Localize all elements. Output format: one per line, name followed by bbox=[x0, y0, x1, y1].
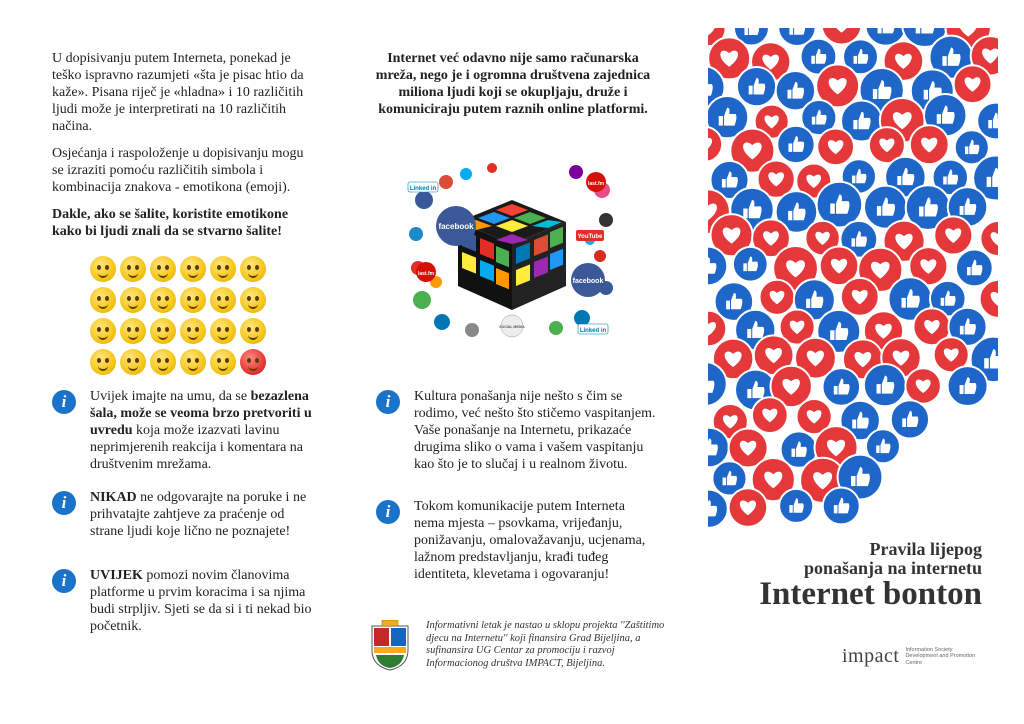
joke-advice-paragraph: Dakle, ako se šalite, koristite emotikone kako bi ljudi znali da se stvarno šalite! bbox=[52, 207, 289, 239]
tip-text: Kultura ponašanja nije nešto s čim se rodimo, već nešto što stičemo vaspitanjem. Vaše ponašanje na Internetu, prikazaće drugima sliko o vama i vašem vaspitanju kao što je to slučaj i u realnom životu. bbox=[414, 389, 656, 472]
emoji-icon bbox=[180, 349, 206, 375]
heart-bubble-icon bbox=[910, 125, 949, 164]
heart-bubble-icon bbox=[817, 128, 854, 165]
internet-community-heading: Internet već odavno nije samo računarska mreža, nego je i ogromna društvena zajednica miliona ljudi koji se okupljaju, druže i komuniciraju putem raznih online platformi. bbox=[375, 51, 651, 117]
impact-logo bbox=[842, 645, 985, 668]
emoji-icon bbox=[240, 256, 266, 282]
heart-bubble-icon bbox=[752, 397, 788, 433]
heart-bubble-icon bbox=[905, 368, 940, 403]
heart-bubble-icon bbox=[954, 65, 992, 103]
tip-no-insults bbox=[376, 498, 658, 583]
project-footer bbox=[368, 620, 668, 672]
lastfm-label-top: last.fm bbox=[587, 181, 605, 187]
emoji-icon bbox=[90, 349, 116, 375]
tip-always-help bbox=[52, 567, 314, 635]
angry-emoji-icon bbox=[240, 349, 266, 375]
emoji-icon bbox=[180, 318, 206, 344]
cover-subtitle bbox=[708, 540, 982, 578]
emoji-icon bbox=[150, 256, 176, 282]
emoji-icon bbox=[90, 318, 116, 344]
like-bubble-icon bbox=[823, 488, 860, 525]
heart-bubble-icon bbox=[980, 280, 998, 318]
tip-text-part: Uvijek imajte na umu, da se bbox=[90, 389, 251, 404]
tip-never-reply bbox=[52, 489, 314, 540]
info-icon: i bbox=[52, 491, 76, 515]
info-icon: i bbox=[52, 569, 76, 593]
emoji-icon bbox=[240, 287, 266, 313]
cover-subtitle-line: Pravila lijepog bbox=[869, 539, 982, 559]
footer-text: Informativni letak je nastao u sklopu projekta ''Zaštitimo djecu na Internetu'' koji finansira Grad Bijeljina, a sufinansira UG Centar za promociju i razvoj Informacionog društva IMPACT, Bijeljina. bbox=[426, 620, 665, 669]
heart-bubble-icon bbox=[760, 280, 795, 315]
heart-bubble-icon bbox=[841, 278, 879, 316]
emoji-icon bbox=[180, 287, 206, 313]
like-bubble-icon bbox=[864, 364, 906, 406]
facebook-label-left: facebook bbox=[438, 222, 474, 231]
like-bubble-icon bbox=[737, 67, 776, 106]
tip-text-part: pomozi novim članovima platforme u prvim koracima i sa njima budi strpljiv. Sjeti se da si i ti nekad bio početnik. bbox=[90, 568, 312, 634]
social-media-label: SOCIAL MEDIA bbox=[499, 325, 525, 329]
impact-logo-word: impact bbox=[842, 645, 900, 667]
emoji-icon bbox=[150, 349, 176, 375]
like-bubble-icon bbox=[779, 489, 813, 523]
like-bubble-icon bbox=[777, 126, 814, 163]
emoji-icon bbox=[120, 318, 146, 344]
emoji-icon bbox=[210, 349, 236, 375]
tip-text-part: ne odgovarajte na poruke i ne prihvatajte zahtjeve za praćenje od strane ljudi koje lično ne poznajete! bbox=[90, 490, 307, 539]
tip-text bbox=[90, 388, 314, 473]
social-media-cube-illustration bbox=[406, 160, 618, 340]
heart-bubble-icon bbox=[729, 488, 768, 527]
like-bubble-icon bbox=[948, 366, 988, 406]
like-bubble-icon bbox=[956, 250, 993, 287]
tip-text-part: koja može izazvati lavinu neprimjerenih reakcija i komentara na društvenim mrežama. bbox=[90, 423, 304, 472]
heart-bubble-icon bbox=[934, 216, 972, 254]
youtube-label: YouTube bbox=[577, 234, 603, 240]
emoji-icon bbox=[90, 256, 116, 282]
tip-text-bold: NIKAD bbox=[90, 490, 137, 505]
lastfm-label-left: last.fm bbox=[417, 271, 435, 277]
info-icon: i bbox=[376, 500, 400, 524]
tip-behavior-culture bbox=[376, 388, 658, 473]
tip-harmless-joke bbox=[52, 388, 314, 473]
emotions-paragraph: Osjećanja i raspoloženje u dopisivanju mogu se izraziti pomoću različitih simbola i kombinacija znakova - emotikona (emoji). bbox=[52, 146, 304, 195]
tip-text bbox=[90, 489, 314, 540]
coat-of-arms-icon bbox=[368, 620, 412, 672]
linkedin-label-bottom: Linked in bbox=[579, 328, 607, 334]
emoji-icon bbox=[210, 318, 236, 344]
impact-logo-subtitle: Information Society Development and Promotion Centre bbox=[905, 646, 976, 666]
emoji-icon bbox=[150, 287, 176, 313]
tip-text bbox=[90, 567, 314, 635]
like-bubble-icon bbox=[823, 368, 861, 406]
emoji-icon bbox=[210, 287, 236, 313]
rubik-cube bbox=[458, 200, 566, 310]
emoji-icon bbox=[180, 256, 206, 282]
tip-text-bold: bezazlena šala, može se veoma brzo pretvoriti u uvredu bbox=[90, 389, 312, 438]
emoji-icon bbox=[120, 256, 146, 282]
like-bubble-icon bbox=[733, 247, 768, 282]
emoji-grid bbox=[90, 256, 270, 380]
facebook-label-right: facebook bbox=[572, 278, 604, 285]
intro-paragraph: U dopisivanju putem Interneta, ponekad je teško ispravno razumjeti «šta je pisac htio da kaže». Pisana riječ je «hladna» i 10 različitih ljudi može je interpretirati na 10 različitih načina. bbox=[52, 51, 304, 134]
emoji-icon bbox=[120, 349, 146, 375]
emoji-icon bbox=[120, 287, 146, 313]
cover-subtitle-line: ponašanja na internetu bbox=[803, 558, 982, 578]
info-icon: i bbox=[376, 390, 400, 414]
like-bubble-icon bbox=[891, 400, 929, 438]
tip-text-bold: UVIJEK bbox=[90, 568, 143, 583]
tip-text: Tokom komunikacije putem Interneta nema mjesta – psovkama, vrijeđanju, ponižavanju, omalovažavanju, ucjenama, lažnom predstavljanju, krađi tuđeg identiteta, klevetama i ogovaranju! bbox=[414, 499, 646, 582]
emoji-icon bbox=[210, 256, 236, 282]
emoji-icon bbox=[90, 287, 116, 313]
info-icon: i bbox=[52, 390, 76, 414]
linkedin-label-top: Linked in bbox=[409, 186, 437, 192]
cover-title: Internet bonton bbox=[759, 576, 982, 612]
emoji-icon bbox=[150, 318, 176, 344]
emoji-icon bbox=[240, 318, 266, 344]
